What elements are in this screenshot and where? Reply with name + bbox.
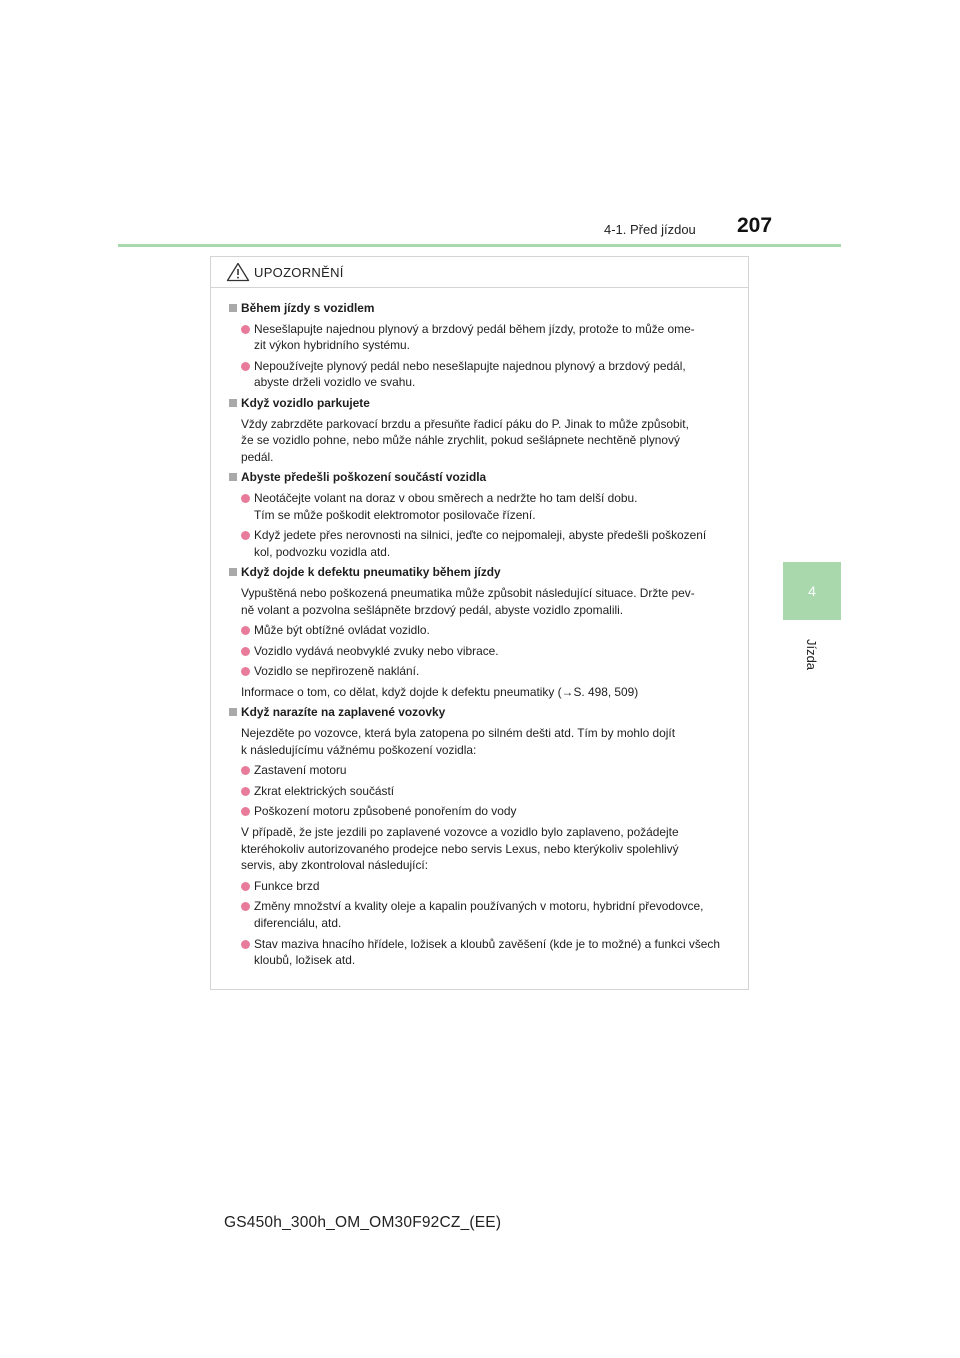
text-line: kteréhokoliv autorizovaného prodejce nebo servis Lexus, nebo kterýkoliv spolehlivý: [241, 841, 679, 856]
section-title-text: Během jízdy s vozidlem: [241, 301, 375, 315]
text-line: Zastavení motoru: [254, 763, 347, 778]
text-line: Informace o tom, co dělat, když dojde k defektu pneumatiky (→S. 498, 509): [241, 684, 639, 699]
text-line: Nepoužívejte plynový pedál nebo nesešlapujte najednou plynový a brzdový pedál,: [254, 358, 686, 373]
dot-bullet-icon: [241, 787, 250, 796]
caution-section-title: [229, 300, 741, 317]
section-title-text: Když narazíte na zaplavené vozovky: [241, 705, 446, 720]
bullet-item: [229, 622, 741, 639]
bullet-item: [229, 663, 741, 680]
paragraph: [229, 585, 741, 618]
dot-bullet-icon: [241, 766, 250, 775]
text-line: Může být obtížné ovládat vozidlo.: [254, 623, 430, 638]
section-title-text: Když vozidlo parkujete: [241, 395, 370, 410]
bullet-item: [229, 898, 741, 931]
bullet-item: [229, 783, 741, 800]
bullet-item: [229, 527, 741, 560]
square-bullet-icon: [229, 304, 237, 312]
text-line: Změny množství a kvality oleje a kapalin používaných v motoru, hybridní převodovce,: [254, 899, 704, 914]
header-section-title: 4-1. Před jízdou: [604, 222, 696, 237]
caution-body: [211, 288, 748, 969]
caution-section-title: [229, 704, 741, 721]
dot-bullet-icon: [241, 531, 250, 540]
text-line: servis, aby zkontroloval následující:: [241, 858, 429, 873]
chapter-number: 4: [808, 583, 816, 599]
bullet-item: [229, 803, 741, 820]
caution-header: [211, 257, 748, 288]
text-line: abyste drželi vozidlo ve svahu.: [254, 375, 416, 390]
dot-bullet-icon: [241, 882, 250, 891]
dot-bullet-icon: [241, 807, 250, 816]
text-line: zit výkon hybridního systému.: [254, 338, 410, 353]
text-line: diferenciálu, atd.: [254, 916, 342, 930]
dot-bullet-icon: [241, 940, 250, 949]
text-line: Vozidlo se nepřirozeně naklání.: [254, 664, 420, 679]
dot-bullet-icon: [241, 647, 250, 656]
text-line: ně volant a pozvolna sešlápněte brzdový pedál, abyste vozidlo zpomalili.: [241, 602, 624, 617]
caution-box: [210, 256, 749, 990]
chapter-label-text: Jízda: [804, 638, 820, 670]
text-line: Vozidlo vydává neobvyklé zvuky nebo vibrace.: [254, 643, 499, 658]
warning-triangle-icon: [226, 262, 250, 282]
text-line: V případě, že jste jezdili po zaplavené vozovce a vozidlo bylo zaplaveno, požádejte: [241, 825, 679, 840]
text-line: Nejezděte po vozovce, která byla zatopena po silném dešti atd. Tím by mohlo dojít: [241, 726, 676, 741]
text-line: k následujícímu vážnému poškození vozidla:: [241, 742, 477, 757]
bullet-item: [229, 762, 741, 779]
text-line: Když jedete přes nerovnosti na silnici, jeďte co nejpomaleji, abyste předešli poškození: [254, 528, 707, 543]
section-title-text: Abyste předešli poškození součástí vozidla: [241, 470, 487, 485]
text-line: že se vozidlo pohne, nebo může náhle zrychlit, pokud sešlápnete nechtěně plynový: [241, 433, 680, 448]
section-title-text: Když dojde k defektu pneumatiky během jízdy: [241, 565, 501, 580]
paragraph: [229, 684, 741, 701]
caution-section-title: [229, 469, 741, 486]
text-line: Neotáčejte volant na doraz v obou směrech a nedržte ho tam delší dobu.: [254, 490, 638, 505]
dot-bullet-icon: [241, 362, 250, 371]
dot-bullet-icon: [241, 494, 250, 503]
text-line: Nesešlapujte najednou plynový a brzdový pedál během jízdy, protože to může ome-: [254, 321, 695, 336]
document-code: GS450h_300h_OM_OM30F92CZ_(EE): [224, 1214, 502, 1231]
text-line: Poškození motoru způsobené ponořením do vody: [254, 804, 517, 819]
dot-bullet-icon: [241, 626, 250, 635]
caution-section-title: [229, 564, 741, 581]
chapter-side-label: [783, 628, 841, 680]
text-line: Vypuštěná nebo poškozená pneumatika může způsobit následující situace. Držte pev-: [241, 585, 695, 600]
text-line: Stav maziva hnacího hřídele, ložisek a kloubů zavěšení (kde je to možné) a funkci všech: [254, 936, 720, 951]
dot-bullet-icon: [241, 325, 250, 334]
bullet-item: [229, 878, 741, 895]
text-line: Zkrat elektrických součástí: [254, 783, 395, 798]
square-bullet-icon: [229, 473, 237, 481]
chapter-tab: [783, 562, 841, 620]
caution-title: UPOZORNĚNÍ: [254, 264, 344, 280]
bullet-item: [229, 490, 741, 523]
text-line: kol, podvozku vozidla atd.: [254, 544, 391, 559]
paragraph: [229, 824, 741, 874]
square-bullet-icon: [229, 708, 237, 716]
bullet-item: [229, 358, 741, 391]
dot-bullet-icon: [241, 667, 250, 676]
text-line: Funkce brzd: [254, 878, 320, 893]
text-line: pedál.: [241, 449, 274, 464]
bullet-item: [229, 643, 741, 660]
dot-bullet-icon: [241, 902, 250, 911]
paragraph: [229, 416, 741, 466]
square-bullet-icon: [229, 568, 237, 576]
text-line: Tím se může poškodit elektromotor posilovače řízení.: [254, 507, 536, 522]
square-bullet-icon: [229, 399, 237, 407]
paragraph: [229, 725, 741, 758]
header-divider: [118, 244, 841, 247]
text-line: kloubů, ložisek atd.: [254, 953, 356, 968]
page-number: 207: [737, 214, 773, 237]
bullet-item: [229, 321, 741, 354]
bullet-item: [229, 936, 741, 969]
caution-section-title: [229, 395, 741, 412]
text-line: Vždy zabrzděte parkovací brzdu a přesuňte řadicí páku do P. Jinak to může způsobit,: [241, 416, 689, 431]
